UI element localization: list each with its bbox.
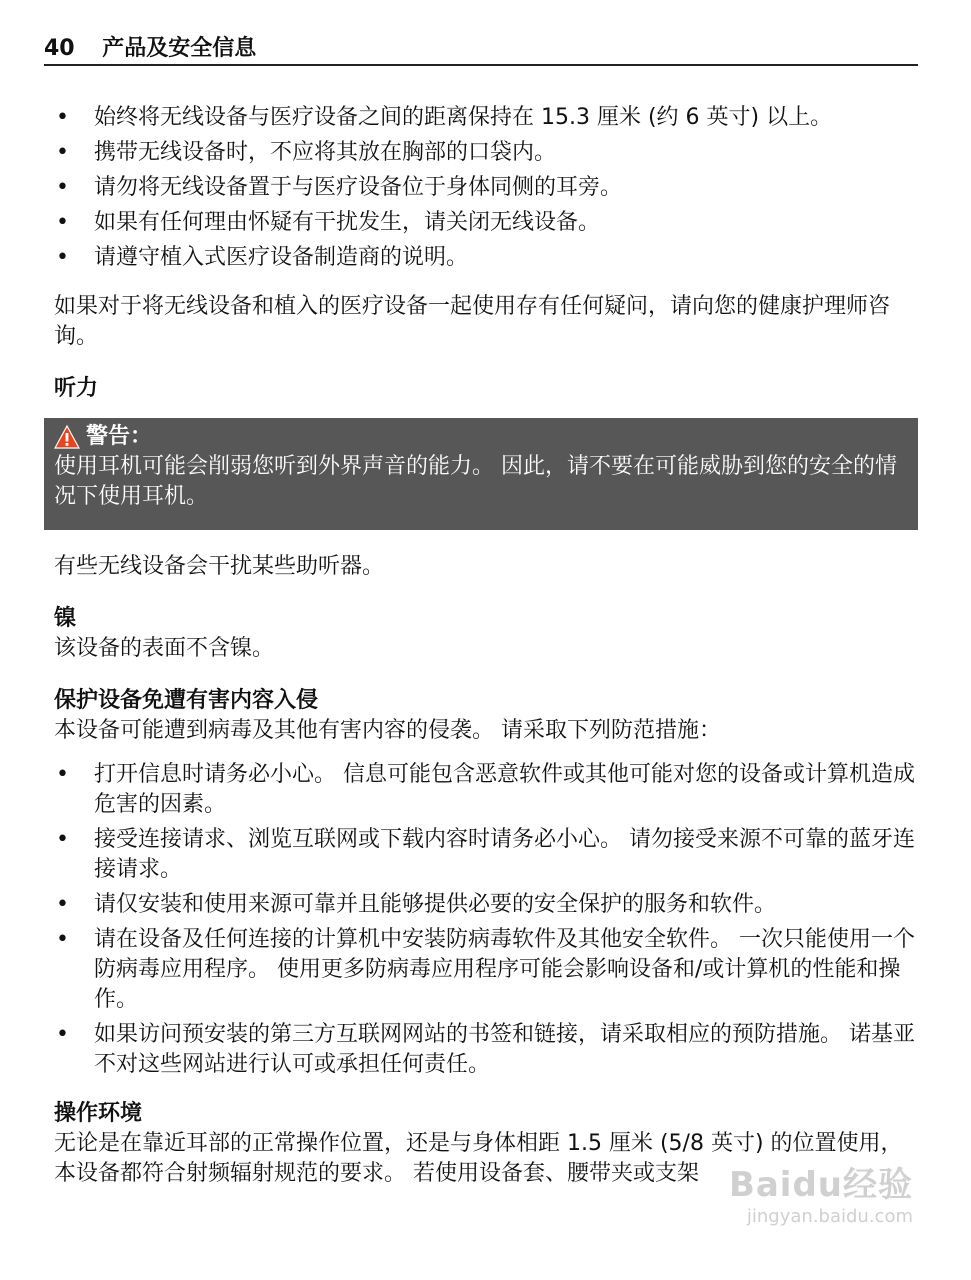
list-item: • 请遵守植入式医疗设备制造商的说明。 bbox=[54, 243, 918, 273]
medical-advice-paragraph: 如果对于将无线设备和植入的医疗设备一起使用存有任何疑问，请向您的健康护理师咨询。 bbox=[54, 294, 891, 349]
warning-icon bbox=[54, 425, 80, 449]
protect-text: 本设备可能遭到病毒及其他有害内容的侵袭。 请采取下列防范措施： bbox=[54, 718, 721, 743]
environment-text: 无论是在靠近耳部的正常操作位置，还是与身体相距 1.5 厘米 (5/8 英寸) 的位置使用，本设备都符合射频辐射规范的要求。 若使用设备套、腰带夹或支架 bbox=[54, 1131, 903, 1186]
list-item: • 请在设备及任何连接的计算机中安装防病毒软件及其他安全软件。 一次只能使用一个防病毒应用程序。 使用更多防病毒应用程序可能会影响设备和/或计算机的性能和操作。 bbox=[54, 925, 918, 1015]
page-number: 40 bbox=[44, 36, 75, 61]
watermark bbox=[693, 1165, 913, 1245]
page-header-title: 产品及安全信息 bbox=[102, 36, 257, 61]
warning-text: 使用耳机可能会削弱您听到外界声音的能力。 因此，请不要在可能威胁到您的安全的情况下使用耳机。 bbox=[54, 454, 897, 509]
warning-box bbox=[44, 418, 918, 530]
page-header bbox=[44, 34, 918, 66]
warning-title: 警告： bbox=[86, 424, 153, 449]
list-item: • 接受连接请求、浏览互联网或下载内容时请务必小心。 请勿接受来源不可靠的蓝牙连接请求。 bbox=[54, 825, 918, 885]
page-content bbox=[54, 103, 918, 1189]
nickel-heading: 镍 bbox=[54, 606, 77, 631]
watermark-brand: Baidu经验 bbox=[728, 1165, 913, 1205]
list-item: • 始终将无线设备与医疗设备之间的距离保持在 15.3 厘米 (约 6 英寸) 以上。 bbox=[54, 103, 918, 133]
hearing-aid-text: 有些无线设备会干扰某些助听器。 bbox=[54, 554, 385, 579]
environment-heading: 操作环境 bbox=[54, 1101, 143, 1126]
protect-list bbox=[54, 760, 918, 1080]
list-item: • 如果有任何理由怀疑有干扰发生，请关闭无线设备。 bbox=[54, 208, 918, 238]
watermark-url: jingyan.baidu.com bbox=[746, 1206, 913, 1227]
list-item: • 如果访问预安装的第三方互联网网站的书签和链接，请采取相应的预防措施。 诺基亚不对这些网站进行认可或承担任何责任。 bbox=[54, 1020, 918, 1080]
warning-title-row bbox=[54, 422, 908, 452]
medical-device-list bbox=[54, 103, 918, 273]
hearing-heading: 听力 bbox=[54, 376, 99, 401]
list-item: • 携带无线设备时，不应将其放在胸部的口袋内。 bbox=[54, 138, 918, 168]
list-item: • 请勿将无线设备置于与医疗设备位于身体同侧的耳旁。 bbox=[54, 173, 918, 203]
list-item: • 打开信息时请务必小心。 信息可能包含恶意软件或其他可能对您的设备或计算机造成危害的因素。 bbox=[54, 760, 918, 820]
list-item: • 请仅安装和使用来源可靠并且能够提供必要的安全保护的服务和软件。 bbox=[54, 890, 918, 920]
nickel-text: 该设备的表面不含镍。 bbox=[54, 636, 275, 661]
protect-heading: 保护设备免遭有害内容入侵 bbox=[54, 688, 319, 713]
